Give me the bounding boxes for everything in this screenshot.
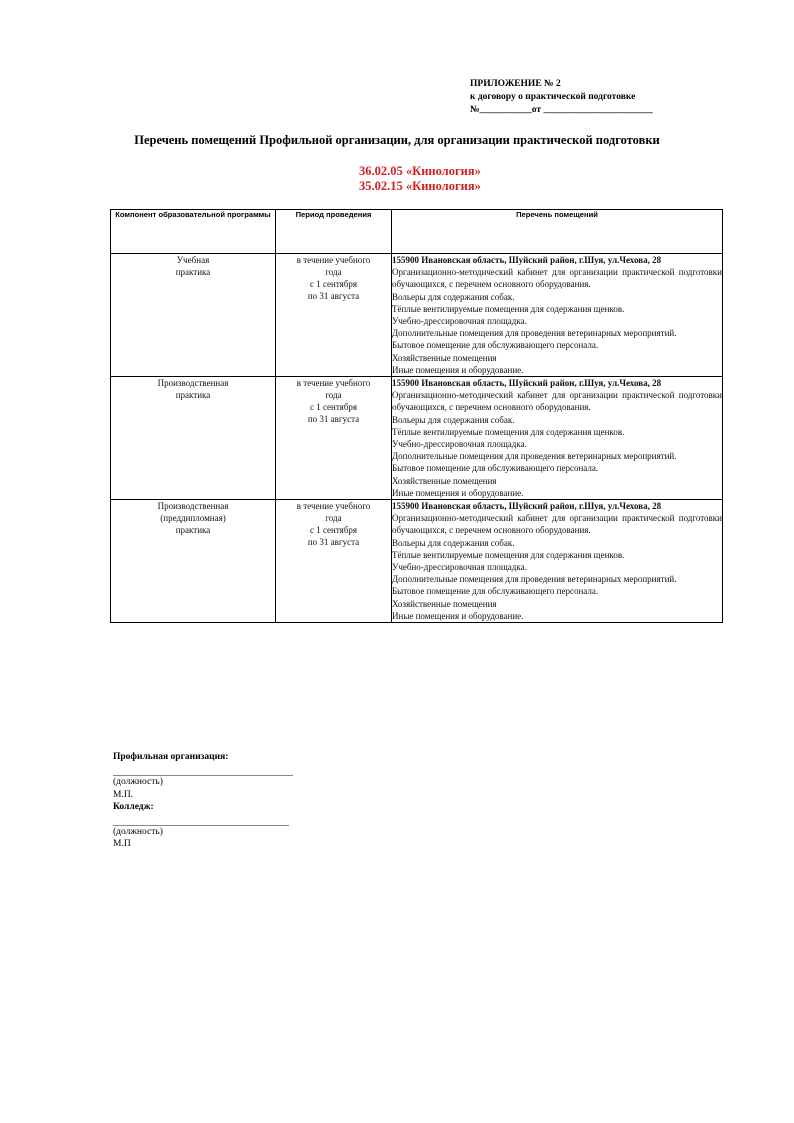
room-item: Организационно-методический кабинет для организации практической подготовки обучающихся, с перечнем основного оборудования. (392, 267, 722, 290)
specialty-code: 36.02.05 «Кинология» (359, 164, 481, 178)
room-address: 155900 Ивановская область, Шуйский район, г.Шуя, ул.Чехова, 28 (392, 501, 662, 512)
cell-period (276, 377, 392, 500)
org-label: Профильная организация: (113, 752, 229, 762)
cell-component (111, 500, 276, 623)
specialty-codes (359, 164, 481, 194)
period-line: по 31 августа (307, 537, 360, 548)
component-line: практика (175, 525, 211, 536)
org-signature-line (113, 763, 293, 776)
room-item: Тёплые вентилируемые помещения для содержания щенков. (392, 303, 625, 314)
room-item: Тёплые вентилируемые помещения для содержания щенков. (392, 426, 625, 437)
cell-rooms (392, 254, 723, 377)
table-row (111, 377, 723, 500)
component-line: Учебная (176, 255, 210, 265)
room-item: Иные помещения и оборудование. (392, 364, 524, 375)
room-item: Бытовое помещение для обслуживающего персонала. (392, 586, 599, 597)
room-item: Дополнительные помещения для проведения ветеринарных мероприятий. (392, 574, 677, 585)
component-line: практика (175, 267, 211, 277)
room-item: Хозяйственные помещения (392, 475, 497, 486)
room-address: 155900 Ивановская область, Шуйский район, г.Шуя, ул.Чехова, 28 (392, 378, 662, 389)
org-position: (должность) (113, 777, 163, 788)
table-row (111, 500, 723, 623)
room-item: Вольеры для содержания собак. (392, 414, 515, 425)
period-line: в течение учебного (296, 255, 371, 265)
room-item: Бытовое помещение для обслуживающего персонала. (392, 463, 599, 474)
period-line: с 1 сентября (309, 402, 358, 413)
period-line: года (325, 513, 342, 524)
table-header-row (111, 210, 723, 254)
room-item: Учебно-дрессировочная площадка. (392, 439, 527, 450)
period-line: в течение учебного (296, 378, 371, 389)
document-title: Перечень помещений Профильной организации, для организации практической подготовки (134, 133, 660, 147)
room-item: Иные помещения и оборудование. (392, 610, 524, 621)
room-item: Организационно-методический кабинет для организации практической подготовки обучающихся, с перечнем основного оборудования. (392, 513, 722, 536)
room-item: Хозяйственные помещения (392, 598, 497, 609)
table-row (111, 254, 723, 377)
signature-block (113, 751, 293, 851)
period-line: по 31 августа (307, 291, 360, 301)
room-item: Учебно-дрессировочная площадка. (392, 562, 527, 573)
cell-period (276, 254, 392, 377)
room-item: Вольеры для содержания собак. (392, 537, 515, 548)
period-line: с 1 сентября (309, 279, 358, 289)
college-stamp: М.П (113, 839, 131, 850)
room-item: Дополнительные помещения для проведения ветеринарных мероприятий. (392, 328, 677, 339)
cell-component (111, 377, 276, 500)
cell-rooms (392, 377, 723, 500)
header-rooms: Перечень помещений (392, 210, 723, 254)
cell-period (276, 500, 392, 623)
college-position: (должность) (113, 827, 163, 838)
component-line: практика (175, 390, 211, 401)
header-component: Компонент образовательной программы (111, 210, 276, 254)
appendix-header (470, 78, 653, 117)
room-item: Бытовое помещение для обслуживающего персонала. (392, 340, 599, 351)
component-line: (преддипломная) (160, 513, 226, 524)
period-line: по 31 августа (307, 414, 360, 425)
period-line: с 1 сентября (309, 525, 358, 536)
rooms-table (110, 209, 723, 623)
component-line: Производственная (157, 378, 229, 389)
component-line: Производственная (157, 501, 229, 512)
room-item: Тёплые вентилируемые помещения для содержания щенков. (392, 549, 625, 560)
room-address: 155900 Ивановская область, Шуйский район, г.Шуя, ул.Чехова, 28 (392, 255, 662, 265)
room-item: Дополнительные помещения для проведения ветеринарных мероприятий. (392, 451, 677, 462)
room-item: Иные помещения и оборудование. (392, 487, 524, 498)
room-item: Организационно-методический кабинет для организации практической подготовки обучающихся, с перечнем основного оборудования. (392, 390, 722, 413)
period-line: в течение учебного (296, 501, 371, 512)
room-item: Вольеры для содержания собак. (392, 291, 515, 302)
header-period: Период проведения (276, 210, 392, 254)
period-line: года (325, 390, 342, 401)
college-label: Колледж: (113, 801, 154, 812)
cell-rooms (392, 500, 723, 623)
period-line: года (325, 267, 342, 277)
room-item: Учебно-дрессировочная площадка. (392, 316, 527, 327)
appendix-contract-number: №___________от _______________________ (470, 105, 653, 115)
cell-component (111, 254, 276, 377)
org-stamp: М.П. (113, 789, 134, 800)
appendix-contract-ref: к договору о практической подготовке (470, 92, 636, 102)
specialty-code: 35.02.15 «Кинология» (359, 179, 481, 193)
room-item: Хозяйственные помещения (392, 352, 497, 363)
college-signature-line (113, 813, 289, 826)
appendix-title: ПРИЛОЖЕНИЕ № 2 (470, 79, 561, 89)
